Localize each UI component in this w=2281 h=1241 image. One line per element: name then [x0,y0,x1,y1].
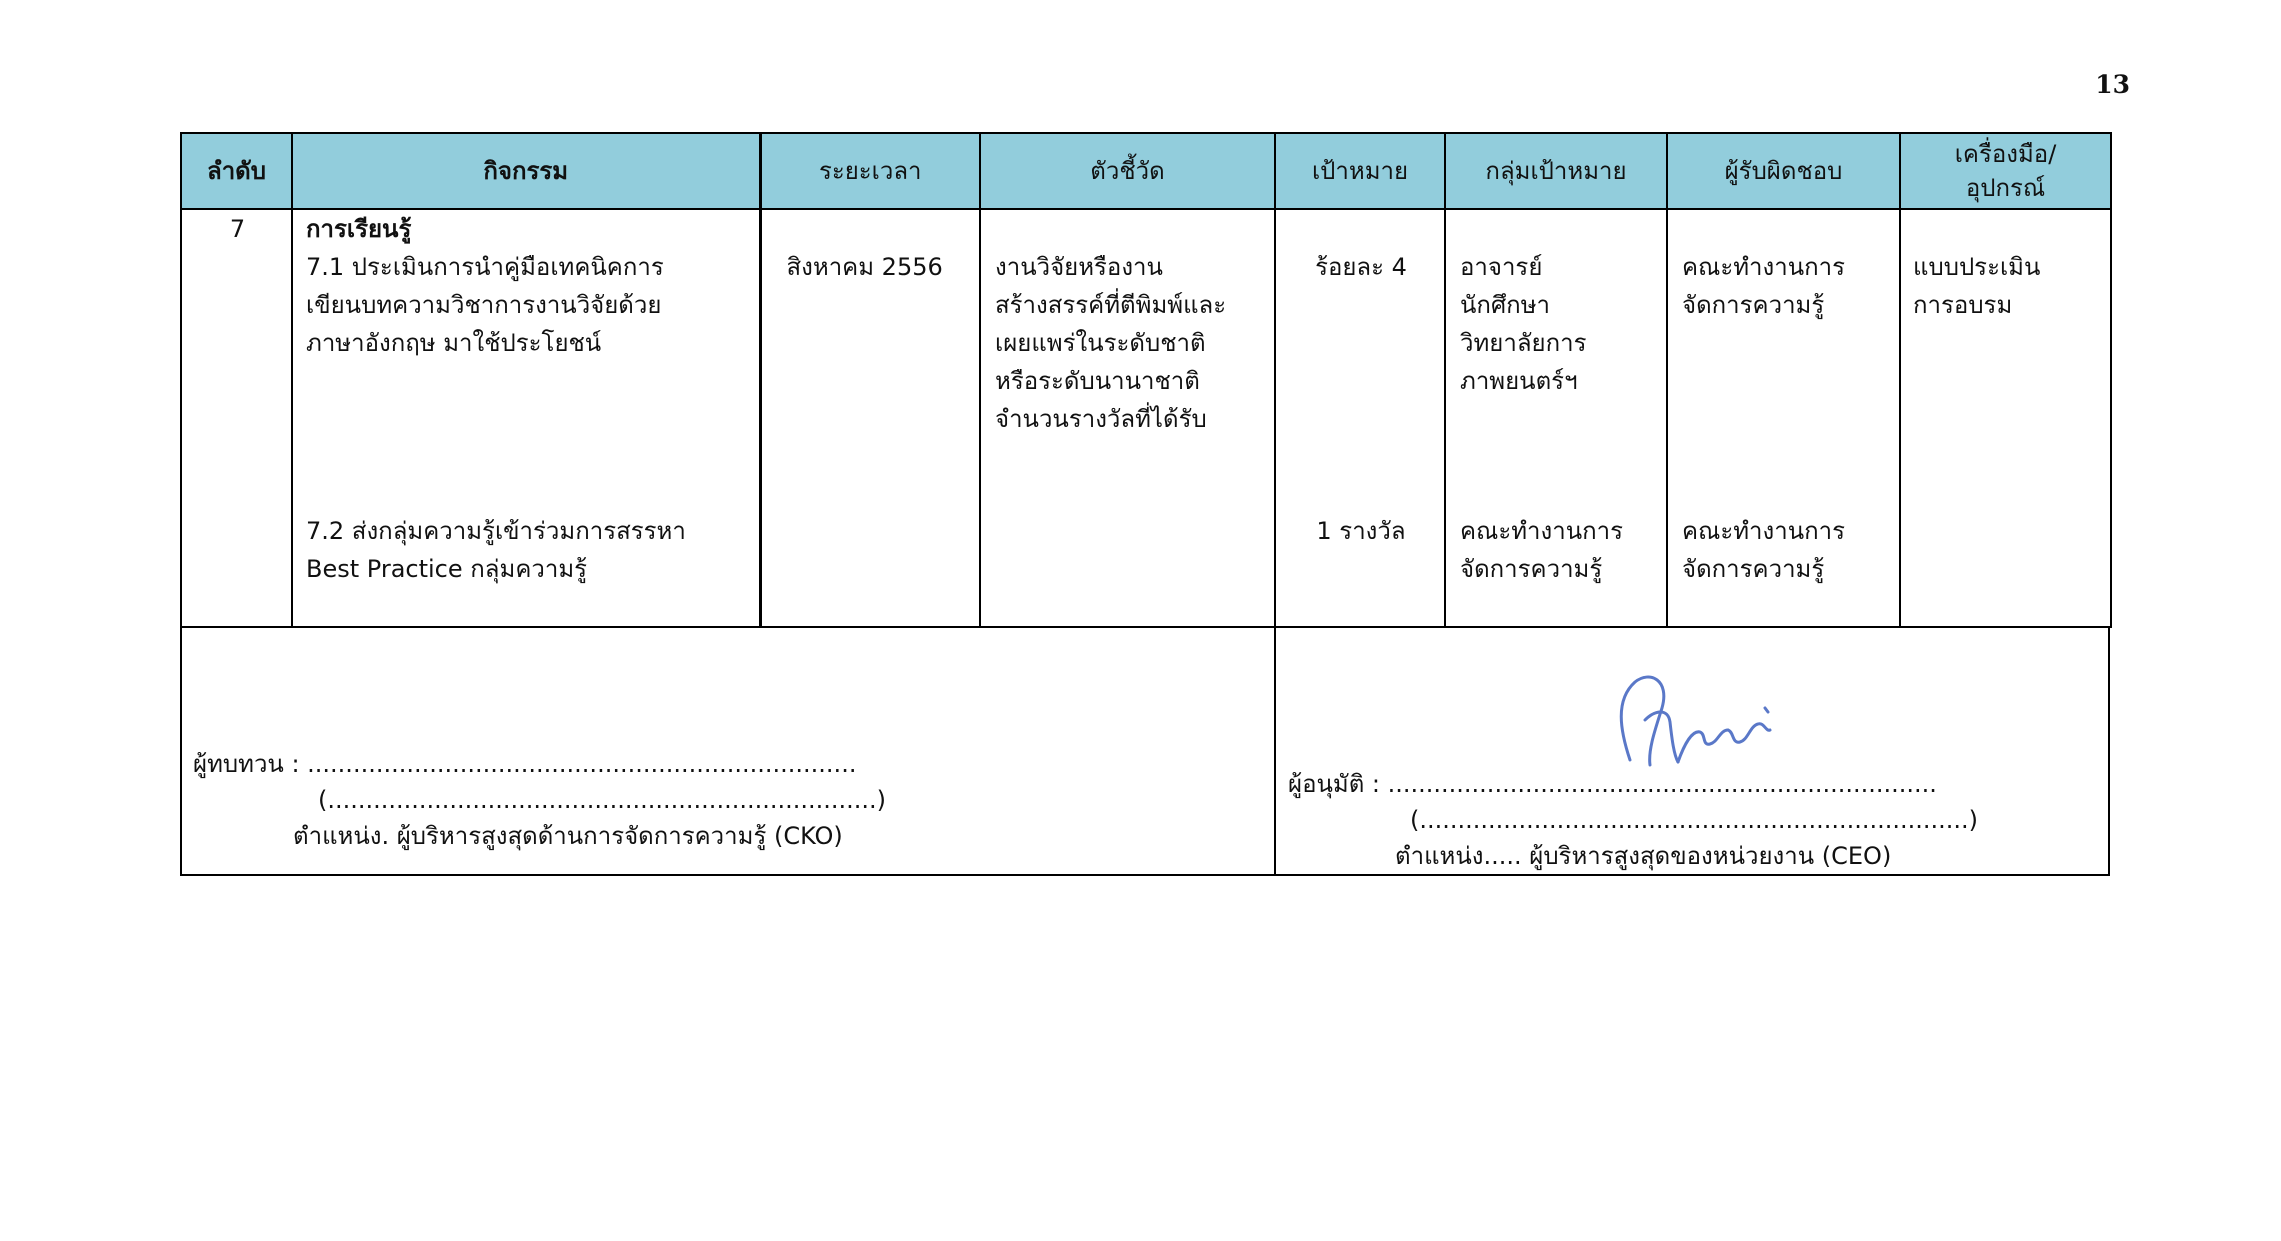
target-group-2-line1: คณะทำงานการ [1460,517,1624,545]
target-group-2-line2: จัดการความรู้ [1460,555,1603,583]
target-1: ร้อยละ 4 [1315,253,1407,281]
header-responsible: ผู้รับผิดชอบ [1667,133,1900,209]
indicator-line1: งานวิจัยหรืองาน [995,253,1163,281]
header-period: ระยะเวลา [760,133,980,209]
activity-2-line1: 7.2 ส่งกลุ่มความรู้เข้าร่วมการสรรหา [306,517,686,545]
target-group-1-line1: อาจารย์ [1460,253,1543,281]
indicator-line4: หรือระดับนานาชาติ [995,367,1200,395]
approver-line: ผู้อนุมัติ : ........................................................................ [1288,770,1937,798]
activity-2-line2: Best Practice กลุ่มความรู้ [306,555,588,583]
page-number: 13 [2095,70,2130,99]
responsible-2-line1: คณะทำงานการ [1682,517,1846,545]
activity-1-line1: 7.1 ประเมินการนำคู่มือเทคนิคการ [306,253,664,281]
cell-indicator [980,209,1275,627]
activity-1-line2: เขียนบทความวิชาการงานวิจัยด้วย [306,291,662,319]
reviewer-name-line: (........................................................................) [318,786,887,814]
indicator-line5: จำนวนรางวัลที่ได้รับ [995,405,1207,433]
responsible-1-line1: คณะทำงานการ [1682,253,1846,281]
header-tools [1900,133,2111,209]
header-indicator: ตัวชี้วัด [980,133,1275,209]
indicator-line2: สร้างสรรค์ที่ตีพิมพ์และ [995,291,1227,319]
cell-tools [1900,209,2111,627]
tools-line1: แบบประเมิน [1913,253,2041,281]
signature-divider [1274,626,1276,874]
approver-position: ตำแหน่ง..... ผู้บริหารสูงสุดของหน่วยงาน (CEO) [1395,842,1892,870]
cell-target [1275,209,1445,627]
target-2: 1 รางวัล [1316,517,1406,545]
tools-line2: การอบรม [1913,291,2013,319]
cell-order [181,209,292,627]
reviewer-position: ตำแหน่ง. ผู้บริหารสูงสุดด้านการจัดการความรู้ (CKO) [293,822,843,850]
section-title: การเรียนรู้ [306,215,412,243]
table-row [181,209,2111,627]
header-target-group: กลุ่มเป้าหมาย [1445,133,1667,209]
cell-target-group [1445,209,1667,627]
period-value: สิงหาคม 2556 [786,253,943,281]
reviewer-line: ผู้ทบทวน : ........................................................................ [193,750,857,778]
header-activity: กิจกรรม [292,133,760,209]
order-value: 7 [229,215,246,243]
target-group-1-line3: วิทยาลัยการ [1460,329,1587,357]
responsible-1-line2: จัดการความรู้ [1682,291,1825,319]
header-target: เป้าหมาย [1275,133,1445,209]
cell-responsible [1667,209,1900,627]
responsible-2-line2: จัดการความรู้ [1682,555,1825,583]
header-tools-line1: เครื่องมือ/ [1954,140,2057,168]
target-group-1-line2: นักศึกษา [1460,291,1550,319]
handwritten-signature [1600,660,1780,780]
cell-activity [292,209,760,627]
cell-period [760,209,980,627]
approver-name-line: (........................................................................) [1410,806,1979,834]
activity-1-line3: ภาษาอังกฤษ มาใช้ประโยชน์ [306,329,602,357]
header-order: ลำดับ [181,133,292,209]
indicator-line3: เผยแพร่ในระดับชาติ [995,329,1206,357]
activity-plan-table [180,132,2110,628]
header-tools-line2: อุปกรณ์ [1965,174,2046,202]
target-group-1-line4: ภาพยนตร์ฯ [1460,367,1578,395]
